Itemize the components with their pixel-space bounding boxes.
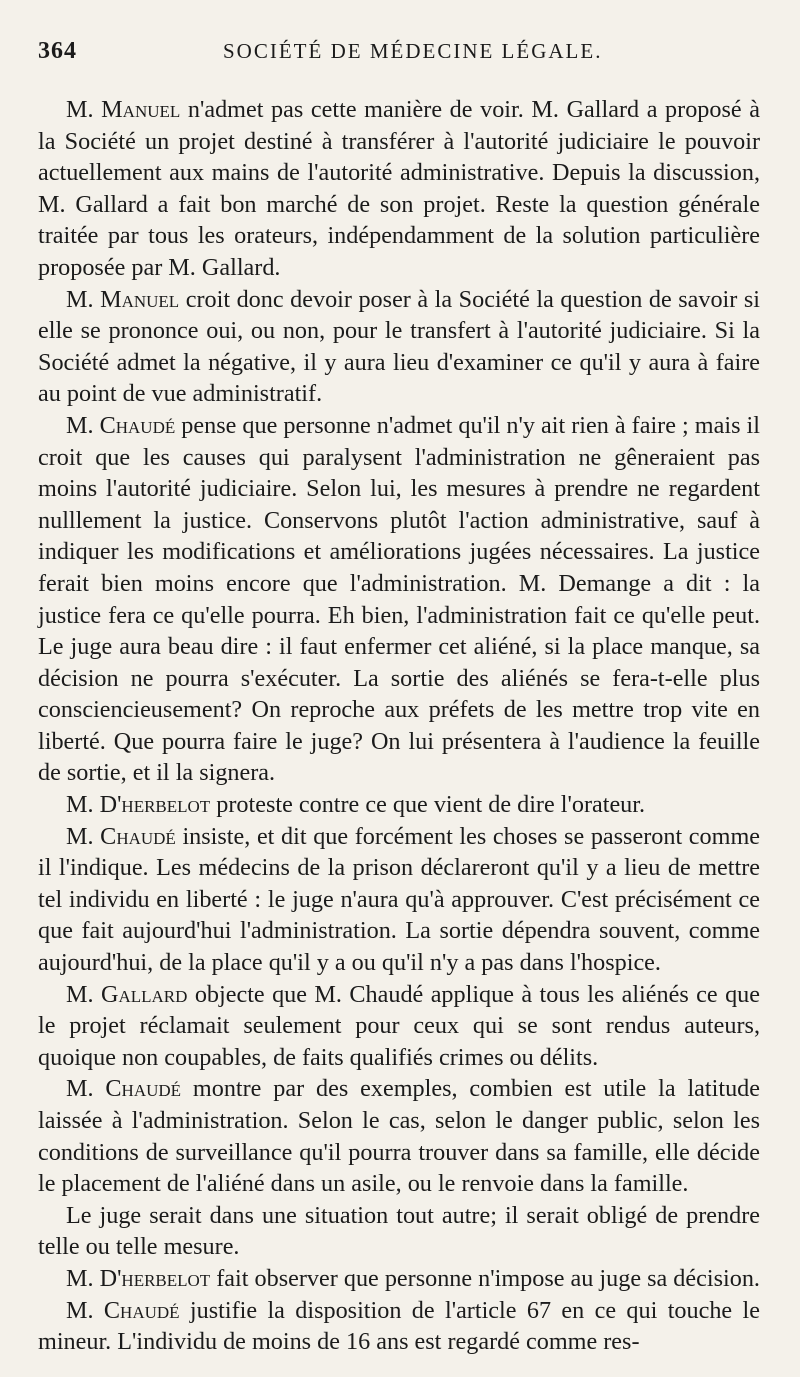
- speaker-name: M. Chaudé: [66, 1075, 182, 1103]
- paragraph: [38, 1200, 760, 1263]
- paragraph: [38, 284, 760, 410]
- paragraph: [38, 1295, 760, 1358]
- paragraph: [38, 94, 760, 284]
- speaker-name: M. D'herbelot: [66, 791, 211, 819]
- speaker-name: M. Chaudé: [66, 1296, 180, 1324]
- speaker-name: M. Chaudé: [66, 822, 176, 850]
- paragraph: [38, 1263, 760, 1295]
- running-title: SOCIÉTÉ DE MÉDECINE LÉGALE.: [223, 39, 603, 63]
- speaker-name: M. Manuel: [66, 96, 181, 123]
- paragraph-text: n'admet pas cette manière de voir. M. Gallard a proposé à la Société un projet destiné à transférer à l'autorité judiciaire le pouvoir actuellement aux mains de l'autorité administrative. Depuis la discussion, M. Gallard a fait bon marché de son projet. Reste la question générale traitée par tous les orateurs, indépendamment de la solution particulière proposée par M. Gallard.: [38, 96, 760, 281]
- paragraph-text: montre par des exemples, combien est utile la latitude laissée à l'administration. Selon le cas, selon le danger public, selon les conditions de surveillance qu'il pourra trouver dans sa famille, elle décide le placement de l'aliéné dans un asile, ou le renvoie dans la famille.: [38, 1075, 760, 1198]
- speaker-name: M. Manuel: [66, 285, 180, 313]
- speaker-name: M. D'herbelot: [66, 1264, 211, 1292]
- page-number: 364: [38, 38, 77, 64]
- paragraph: [38, 410, 760, 789]
- page-header: [38, 38, 760, 78]
- paragraph-text: croit donc devoir poser à la Société la question de savoir si elle se prononce oui, ou non, pour le transfert à l'autorité judiciaire. Si la Société admet la négative, il y aura lieu d'examiner ce qu'il y aura à faire au point de vue administratif.: [38, 285, 760, 408]
- paragraph: [38, 1073, 760, 1199]
- paragraph: [38, 789, 760, 821]
- paragraph-text: justifie la disposition de l'article 67 en ce qui touche le mineur. L'individu de moins de 16 ans est regardé comme res-: [38, 1296, 760, 1356]
- paragraph-text: proteste contre ce que vient de dire l'orateur.: [210, 791, 646, 819]
- paragraph-text: Le juge serait dans une situation tout autre; il serait obligé de prendre telle ou telle mesure.: [38, 1201, 760, 1261]
- paragraph: [38, 979, 760, 1074]
- paragraph: [38, 821, 760, 979]
- paragraph-text: pense que personne n'admet qu'il n'y ait rien à faire ; mais il croit que les causes qui paralysent l'administration ne gêneraient pas moins l'autorité judiciaire. Selon lui, les mesures à prendre ne regardent nulllement la justice. Conservons plutôt l'action administrative, sauf à indiquer les modifications et améliorations jugées nécessaires. La justice ferait bien moins encore que l'administration. M. Demange a dit : la justice fera ce qu'elle pourra. Eh bien, l'administration fait ce qu'elle peut. Le juge aura beau dire : il faut enfermer cet aliéné, si la place manque, sa décision ne pourra s'exécuter. La sortie des aliénés se fera-t-elle plus consciencieusement? On reproche aux préfets de les mettre trop vite en liberté. Que pourra faire le juge? On lui présentera à l'audience la feuille de sortie, et il la signera.: [38, 411, 760, 787]
- paragraph-text: insiste, et dit que forcément les choses se passeront comme il l'indique. Les médecins de la prison déclareront qu'il y a lieu de mettre tel individu en liberté : le juge n'aura qu'à approuver. C'est précisément ce que fait aujourd'hui l'administration. La sortie dépendra souvent, comme aujourd'hui, de la place qu'il y a ou qu'il n'y a pas dans l'hospice.: [38, 822, 760, 977]
- speaker-name: M. Chaudé: [66, 411, 176, 439]
- speaker-name: M. Gallard: [66, 980, 188, 1008]
- body-text: [38, 94, 760, 1358]
- paragraph-text: fait observer que personne n'impose au juge sa décision.: [210, 1264, 760, 1292]
- paragraph-text: objecte que M. Chaudé applique à tous les aliénés ce que le projet réclamait seulement pour ceux qui se sont rendus auteurs, quoique non coupables, de faits qualifiés crimes ou délits.: [38, 980, 760, 1071]
